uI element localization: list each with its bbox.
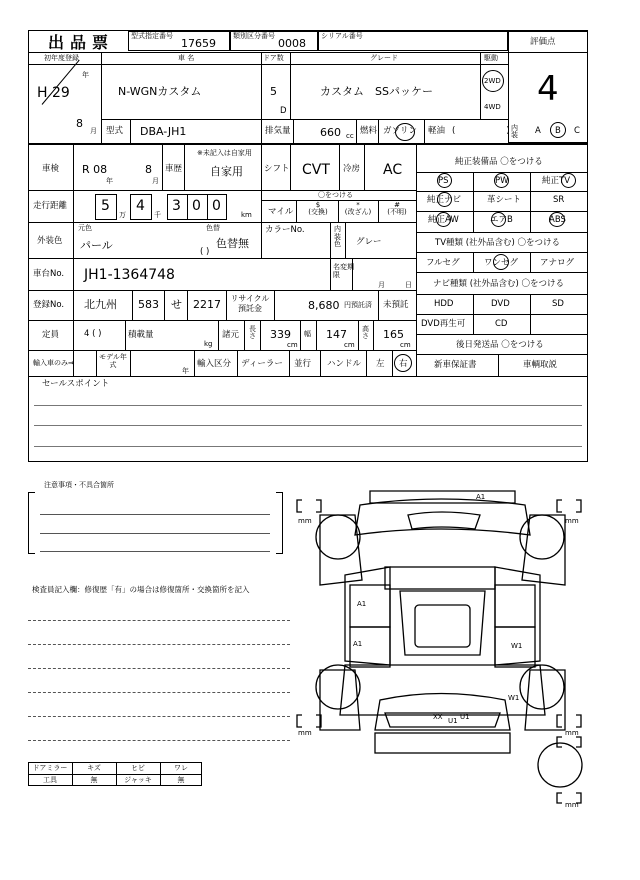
mileage-man: 万	[119, 211, 126, 219]
notes-bracket-left	[28, 492, 35, 554]
mark-u1-a: U1	[448, 717, 458, 725]
damage-h1: ドアミラー	[32, 764, 68, 772]
later-manual: 車輌取説	[523, 360, 558, 370]
handle-right-circle	[394, 354, 412, 372]
month-unit: 月	[90, 127, 97, 135]
drive-2wd: 2WD	[484, 77, 501, 85]
navi-dvd-play: DVD再生可	[421, 319, 466, 329]
form-title: 出品票	[48, 33, 115, 52]
equip-abs-circle	[549, 212, 565, 227]
length-cm: cm	[287, 341, 298, 349]
light-oil-paren: ( )	[452, 126, 510, 136]
not-deposited: 未預託	[383, 300, 409, 310]
displacement-label: 排気量	[265, 126, 291, 136]
name-change-day: 日	[405, 281, 412, 289]
equip-ps-circle	[437, 173, 452, 188]
reg-city: 北九州	[84, 298, 117, 311]
displacement-value: 660	[320, 126, 341, 139]
equip-pw: PW	[495, 176, 509, 186]
reg-num: 2217	[193, 298, 221, 311]
mileage-digit-5: 0	[212, 198, 221, 214]
mm-front-left: mm	[298, 517, 312, 525]
mileage-km: km	[241, 211, 252, 219]
handle-right: 右	[399, 359, 408, 369]
mileage-digit-3: 3	[172, 198, 181, 214]
equip-navi-circle	[437, 192, 452, 207]
equip-pw-circle	[494, 173, 509, 188]
drive-label: 駆動	[484, 54, 498, 62]
equip-airbag-circle	[491, 212, 506, 227]
sales-point-label: セールスポイント	[42, 379, 110, 389]
exchange-label: $ (交換)	[308, 201, 328, 216]
load-label: 積載量	[128, 330, 154, 340]
equip-ps: PS	[438, 176, 449, 186]
tampered-label: * (改ざん)	[344, 201, 372, 216]
grade-value: カスタム SSパッケー	[320, 85, 433, 98]
chassis-value: JH1-1364748	[84, 267, 175, 283]
shift-label: シフト	[264, 164, 290, 174]
cc-unit: cc	[346, 132, 354, 140]
len-label: 長さ	[249, 325, 256, 340]
tv-analog: アナログ	[540, 258, 575, 268]
capacity-label: 定員	[42, 330, 60, 340]
name-change-month: 月	[378, 281, 385, 289]
navi-dvd: DVD	[491, 299, 510, 309]
navi-cd: CD	[495, 319, 508, 329]
model-code-label: 型式指定番号	[131, 32, 173, 40]
width-value: 147	[326, 328, 347, 341]
damage-h2: キズ	[87, 764, 101, 772]
repaint-label: 色替	[206, 224, 220, 232]
color-no-label: カラーNo.	[265, 225, 305, 235]
serial-label: シリアル番号	[321, 32, 363, 40]
height-cm: cm	[400, 341, 411, 349]
chassis-label: 車台No.	[33, 269, 65, 279]
interior-b: B	[555, 126, 561, 136]
height-value: 165	[383, 328, 404, 341]
car-name-value: N-WGNカスタム	[118, 85, 202, 98]
shaken-year-unit: 年	[106, 177, 113, 185]
height-label: 高さ	[362, 325, 369, 340]
original-color-label: 元色	[78, 224, 92, 232]
navi-title: ナビ種類 (社外品含む) 〇をつける	[433, 279, 565, 289]
mm-front-right: mm	[565, 517, 579, 525]
mark-a1-left-door: A1	[357, 600, 367, 608]
equip-sr: SR	[553, 195, 565, 205]
import-only: 輸入車のみ⇒	[33, 359, 74, 367]
equip-aw-circle	[436, 212, 451, 227]
light-oil-label: 軽油	[428, 126, 446, 136]
grade-label: グレード	[370, 54, 398, 62]
shift-value: CVT	[302, 162, 330, 178]
history-label: 車歴	[165, 164, 183, 174]
int-color-label: 内装色	[334, 225, 341, 249]
equip-airbag: エアB	[490, 215, 513, 225]
notes-title: 注意事項・不具合箇所	[44, 481, 114, 489]
aircon-value: AC	[383, 162, 403, 178]
mileage-label: 走行距離	[33, 201, 68, 211]
unknown-label: # (不明)	[387, 201, 407, 216]
equipment-title: 純正装備品 〇をつける	[455, 157, 543, 167]
notes-bracket-right	[276, 492, 283, 554]
mark-a1-left-rear: A1	[353, 640, 363, 648]
equip-abs: ABS	[549, 215, 566, 225]
ext-color-value: パール	[80, 239, 113, 252]
width-cm: cm	[344, 341, 355, 349]
reg-class: 583	[138, 298, 159, 311]
handle-label: ハンドル	[327, 359, 362, 369]
length-value: 339	[270, 328, 291, 341]
load-kg: kg	[204, 340, 213, 348]
deposit-done: 円預託済	[344, 301, 372, 309]
model-year-label: モデル年式	[99, 353, 127, 370]
shaken-label: 車検	[42, 164, 60, 174]
parallel-label: 並行	[294, 359, 312, 369]
dims-label: 諸元	[222, 330, 240, 340]
handle-left: 左	[376, 359, 385, 369]
doors-label: ドア数	[263, 54, 284, 62]
drive-4wd: 4WD	[484, 103, 501, 111]
mm-rear-left: mm	[298, 729, 312, 737]
dealer-label: ディーラー	[241, 359, 283, 369]
year-unit: 年	[82, 71, 89, 79]
mark-u1-b: U1	[460, 713, 470, 721]
mark-xx: XX	[433, 713, 443, 721]
score-value: 4	[537, 69, 559, 109]
fuel-circle	[395, 123, 415, 141]
tv-oneseg-circle	[493, 254, 509, 270]
damage-h4: ワレ	[174, 764, 188, 772]
navi-hdd: HDD	[434, 299, 454, 309]
model-value: DBA-JH1	[140, 125, 187, 138]
name-change-label: 名変期限	[333, 263, 354, 280]
shaken-month: 8	[145, 163, 152, 176]
doors-value: 5	[270, 85, 277, 98]
model-type-label: 型式	[106, 126, 124, 136]
interior-b-circle	[550, 122, 566, 138]
repaint-paren: ( )	[200, 247, 210, 257]
equip-aw: 純正AW	[428, 215, 459, 225]
interior-label: 内装	[511, 124, 518, 139]
navi-sd: SD	[552, 299, 564, 309]
mileage-sen: 千	[154, 211, 161, 219]
repaint-value: 色替無	[216, 237, 249, 250]
reg-era: H 29	[37, 85, 70, 101]
car-diagram	[290, 475, 590, 815]
mileage-digit-4: 0	[192, 198, 201, 214]
equip-navi: 純正ナビ	[427, 195, 462, 205]
mm-spare: mm	[565, 801, 579, 809]
mark-a1-hood: A1	[476, 493, 486, 501]
later-warranty: 新車保証書	[434, 360, 477, 370]
history-value: 自家用	[210, 165, 243, 178]
later-title: 後日発送品 〇をつける	[456, 340, 544, 350]
first-reg-label: 初年度登録	[44, 54, 79, 62]
tv-oneseg: ワンセグ	[484, 258, 519, 268]
mileage-check-note: 〇をつける	[318, 191, 353, 199]
shaken-month-unit: 月	[152, 177, 159, 185]
damage-r3: ジャッキ	[124, 776, 152, 784]
damage-r2: 無	[90, 776, 98, 784]
door-suffix: D	[280, 106, 287, 116]
shaken-year: R 08	[82, 163, 108, 176]
mile-label: マイル	[268, 207, 294, 217]
inspector-note: 検査員記入欄：修復歴「有」の場合は修復箇所・交換箇所を記入	[32, 585, 250, 594]
recycle-amount: 8,680	[308, 299, 340, 312]
fuel-label: 燃料	[360, 126, 378, 136]
reg-kana: せ	[171, 298, 182, 311]
ext-color-label: 外装色	[37, 236, 63, 246]
equip-tv: 純正TV	[542, 176, 571, 186]
mark-w1-right-door: W1	[511, 642, 523, 650]
interior-c: C	[574, 126, 580, 136]
damage-r4: 無	[177, 776, 185, 784]
int-color-value: グレー	[356, 237, 382, 247]
mileage-digit-2: 4	[136, 198, 145, 214]
damage-h3: ヒビ	[131, 764, 145, 772]
history-note: ※未記入は自家用	[197, 149, 252, 157]
damage-r1: 工具	[43, 776, 57, 784]
car-name-label: 車 名	[178, 54, 195, 62]
capacity-value: 4 ( )	[84, 329, 102, 339]
mark-w1-right-rear: W1	[508, 694, 520, 702]
tv-fullseg: フルセグ	[426, 258, 460, 268]
mm-rear-right: mm	[565, 729, 579, 737]
interior-a: A	[535, 126, 541, 136]
model-year-unit: 年	[182, 367, 189, 375]
class-code-value: 0008	[278, 37, 306, 50]
import-type-label: 輸入区分	[197, 359, 232, 369]
aircon-label: 冷房	[343, 164, 361, 174]
equip-tv-circle	[561, 173, 576, 188]
class-code-label: 類別区分番号	[233, 32, 275, 40]
model-code-value: 17659	[181, 37, 216, 50]
recycle-label: リサイクル預託金	[230, 294, 270, 313]
mileage-digit-1: 5	[101, 198, 110, 214]
width-label: 幅	[304, 330, 311, 338]
tv-title: TV種類 (社外品含む) 〇をつける	[435, 238, 561, 248]
reg-no-label: 登録No.	[33, 300, 65, 310]
equip-leather: 革シート	[487, 195, 522, 205]
score-label: 評価点	[530, 37, 556, 47]
reg-month: 8	[76, 117, 83, 130]
fuel-value: ガソリン	[383, 126, 418, 136]
